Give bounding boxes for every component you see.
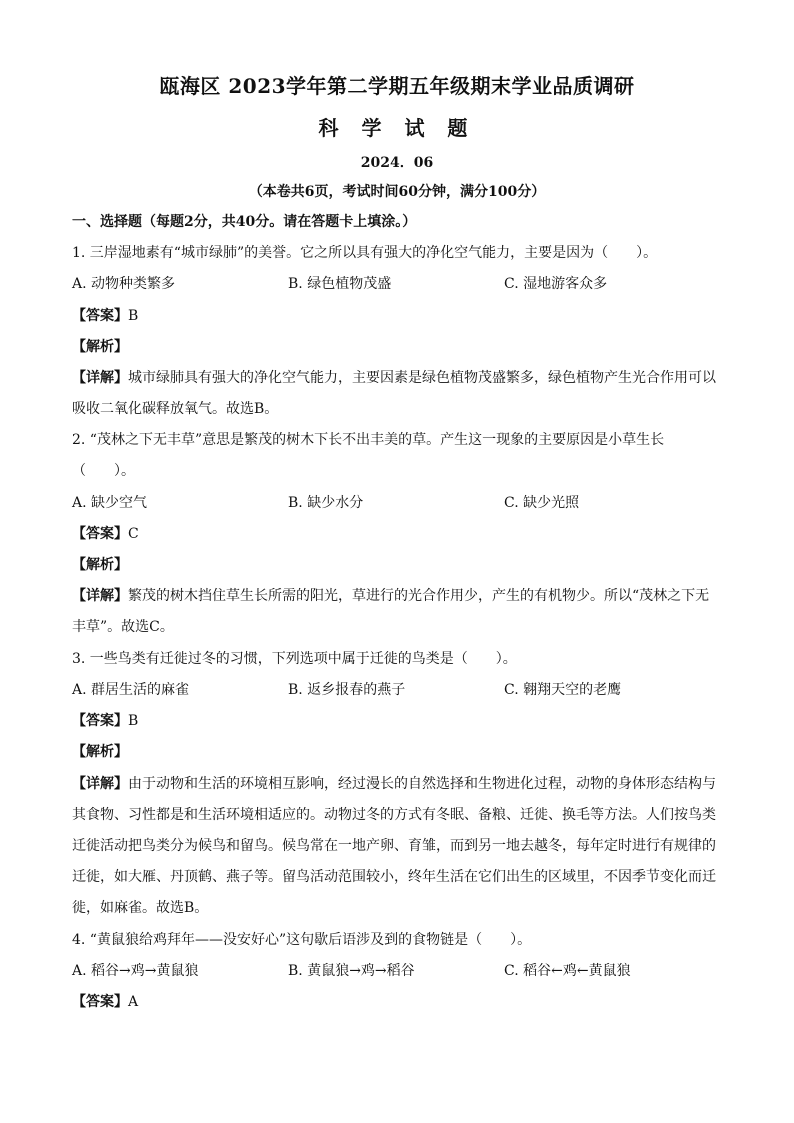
question-1-stem: 1. 三岸湿地素有“城市绿肺”的美誉。它之所以具有强大的净化空气能力，主要是因为（ ）。 — [72, 245, 658, 261]
question-2-stem-2: （ ）。 — [72, 463, 135, 479]
q2-detail-line-1 — [72, 586, 732, 606]
q1-answer — [72, 306, 732, 326]
analysis-label: 【解析】 — [72, 557, 128, 573]
q3-answer — [72, 711, 732, 731]
q3-analysis-label — [72, 742, 732, 762]
answer-label: 【答案】 — [72, 713, 128, 729]
q1-detail-text-1: 城市绿肺具有强大的净化空气能力，主要因素是绿色植物茂盛繁多，绿色植物产生光合作用可以 — [128, 370, 716, 386]
analysis-label: 【解析】 — [72, 744, 128, 760]
q3-option-a: A. 群居生活的麻雀 — [72, 682, 190, 698]
q4-option-b: B. 黄鼠狼→鸡→稻谷 — [288, 963, 415, 979]
subject-title: 科 学 试 题 — [318, 116, 476, 140]
q2-option-a: A. 缺少空气 — [72, 495, 148, 511]
q1-detail-line-1 — [72, 368, 732, 388]
section-heading: 一、选择题（每题2分，共40分。请在答题卡上填涂。） — [72, 214, 417, 230]
q2-answer-value: C — [128, 526, 139, 542]
answer-label: 【答案】 — [72, 308, 128, 324]
q1-option-b: B. 绿色植物茂盛 — [288, 276, 392, 292]
q2-option-c: C. 缺少光照 — [504, 495, 580, 511]
q3-detail-text-1: 由于动物和生活的环境相互影响，经过漫长的自然选择和生物进化过程，动物的身体形态结构与 — [128, 776, 716, 792]
detail-label: 【详解】 — [72, 776, 128, 792]
q1-detail-line-2: 吸收二氧化碳释放氧气。故选B。 — [72, 401, 279, 417]
q2-analysis-label — [72, 555, 732, 575]
q3-detail-line-4: 迁徙，如大雁、丹顶鹤、燕子等。留鸟活动范围较小，终年生活在它们出生的区域里，不因季节变化而迁 — [72, 869, 716, 885]
q3-option-c: C. 翱翔天空的老鹰 — [504, 682, 622, 698]
detail-label: 【详解】 — [72, 588, 128, 604]
q1-answer-value: B — [128, 308, 139, 324]
q3-detail-line-5: 徙，如麻雀。故选B。 — [72, 900, 209, 916]
q1-option-a: A. 动物种类繁多 — [72, 276, 176, 292]
q3-detail-line-1 — [72, 774, 732, 794]
q3-answer-value: B — [128, 713, 139, 729]
exam-note: （本卷共6页，考试时间60分钟，满分100分） — [248, 184, 546, 200]
question-4-stem: 4. “黄鼠狼给鸡拜年——没安好心”这句歇后语涉及到的食物链是（ ）。 — [72, 932, 532, 948]
q4-option-c: C. 稻谷←鸡←黄鼠狼 — [504, 963, 631, 979]
q3-option-b: B. 返乡报春的燕子 — [288, 682, 406, 698]
q1-option-c: C. 湿地游客众多 — [504, 276, 608, 292]
q1-analysis-label — [72, 337, 732, 357]
q4-answer — [72, 992, 732, 1012]
question-2-stem-1: 2. “茂林之下无丰草”意思是繁茂的树木下长不出丰美的草。产生这一现象的主要原因是小草生长 — [72, 432, 665, 448]
exam-title: 瓯海区 2023学年第二学期五年级期末学业品质调研 — [159, 74, 635, 98]
q3-detail-line-3: 迁徙活动把鸟类分为候鸟和留鸟。候鸟常在一地产卵、育雏，而到另一地去越冬，每年定时进行有规律的 — [72, 838, 716, 854]
detail-label: 【详解】 — [72, 370, 128, 386]
q3-detail-line-2: 其食物、习性都是和生活环境相适应的。动物过冬的方式有冬眠、备粮、迁徙、换毛等方法。人们按鸟类 — [72, 807, 716, 823]
q2-detail-line-2: 丰草”。故选C。 — [72, 619, 174, 635]
q2-option-b: B. 缺少水分 — [288, 495, 364, 511]
answer-label: 【答案】 — [72, 994, 128, 1010]
q2-answer — [72, 524, 732, 544]
question-3-stem: 3. 一些鸟类有迁徙过冬的习惯，下列选项中属于迁徙的鸟类是（ ）。 — [72, 651, 517, 667]
q4-option-a: A. 稻谷→鸡→黄鼠狼 — [72, 963, 199, 979]
answer-label: 【答案】 — [72, 526, 128, 542]
analysis-label: 【解析】 — [72, 339, 128, 355]
q2-detail-text-1: 繁茂的树木挡住草生长所需的阳光，草进行的光合作用少，产生的有机物少。所以“茂林之下无 — [128, 588, 710, 604]
exam-date: 2024．06 — [360, 155, 434, 171]
q4-answer-value: A — [128, 994, 139, 1010]
